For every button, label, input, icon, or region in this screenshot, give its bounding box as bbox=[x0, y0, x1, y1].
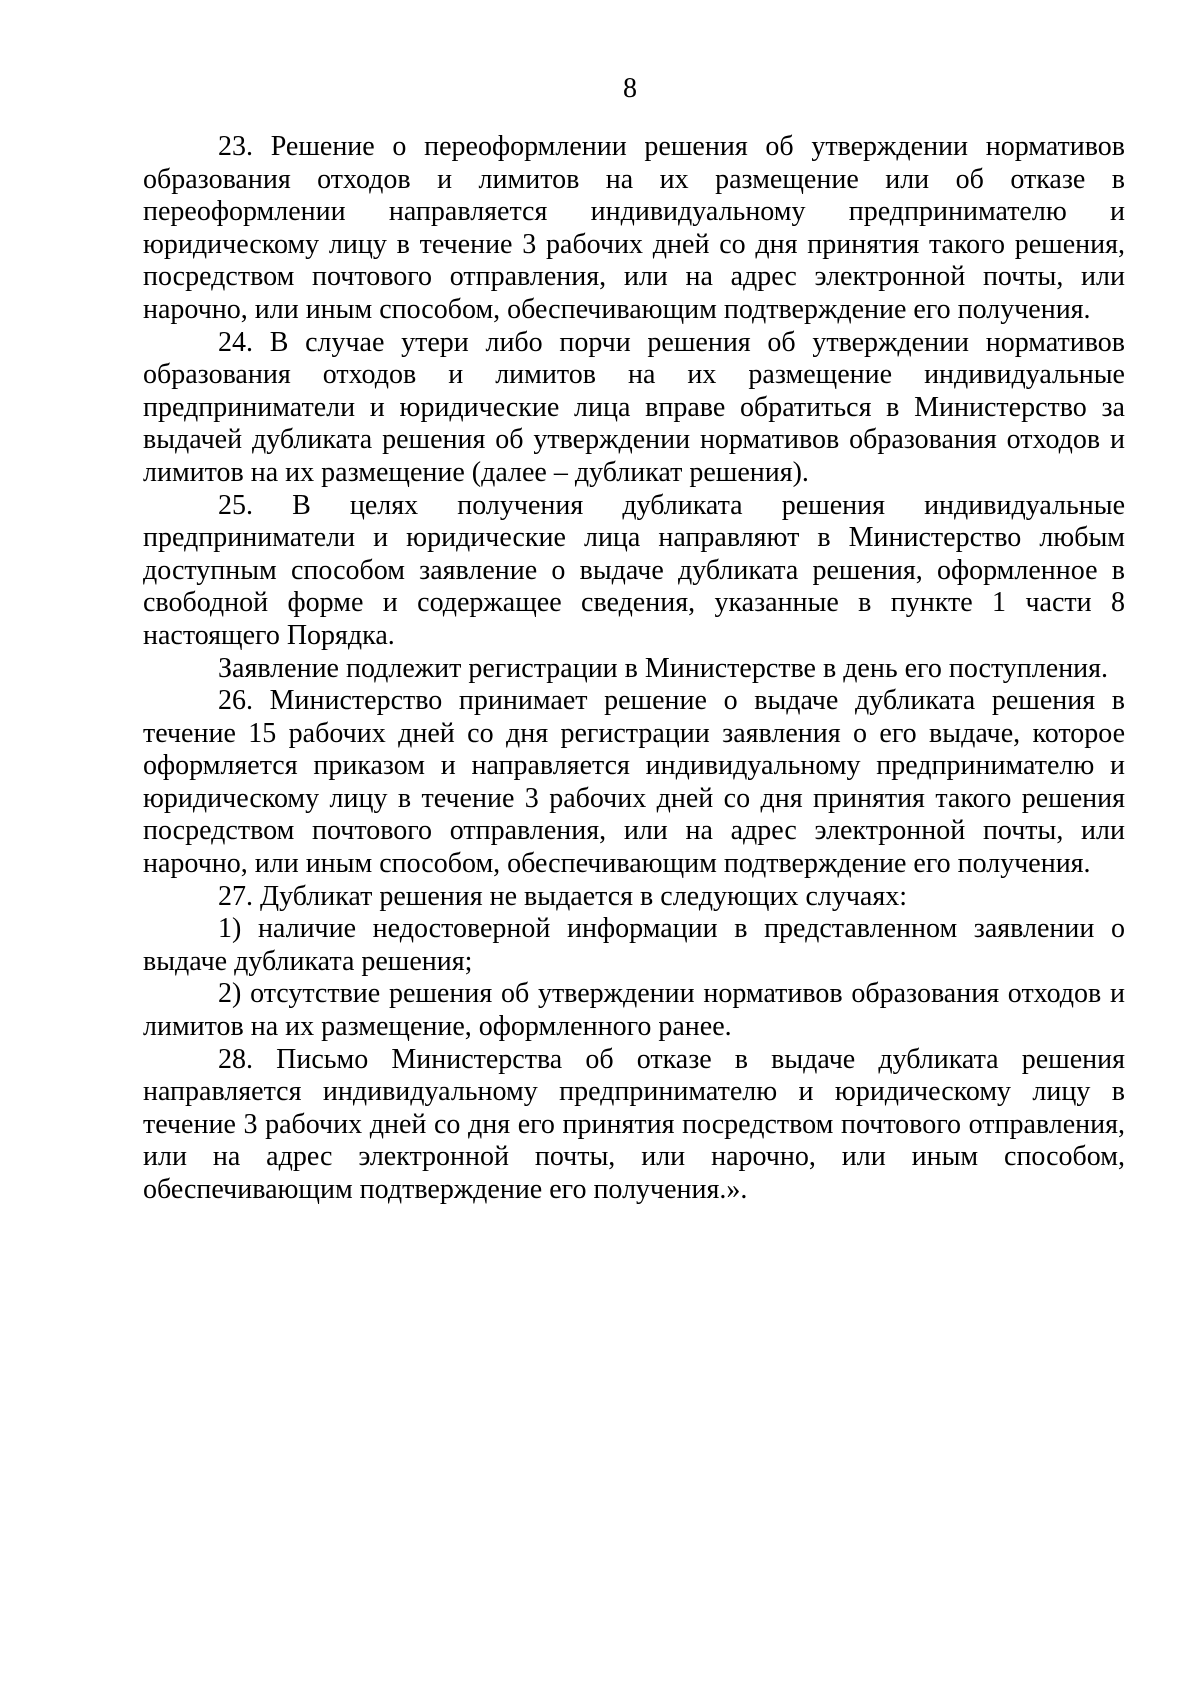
paragraph-27-item-2: 2) отсутствие решения об утверждении нормативов образования отходов и лимитов на их размещение, оформленного ранее. bbox=[143, 978, 1125, 1043]
paragraph-27-item-1: 1) наличие недостоверной информации в представленном заявлении о выдаче дубликата решения; bbox=[143, 913, 1125, 977]
paragraph-26: 26. Министерство принимает решение о выдаче дубликата решения в течение 15 рабочих дней со дня регистрации заявления о его выдаче, которое оформляется приказом и направляется индивидуальному предпринимателю и юридическому лицу в течение 3 рабочих дней со дня принятия такого решения посредством почтового отправления, или на адрес электронной почты, или нарочно, или иным способом, обеспечивающим подтверждение его получения. bbox=[143, 685, 1125, 880]
paragraph-28: 28. Письмо Министерства об отказе в выдаче дубликата решения направляется индивидуальному предпринимателю и юридическому лицу в течение 3 рабочих дней со дня его принятия посредством почтового отправления, или на адрес электронной почты, или нарочно, или иным способом, обеспечивающим подтверждение его получения.». bbox=[143, 1043, 1125, 1205]
page-number: 8 bbox=[623, 73, 637, 104]
paragraph-25: 25. В целях получения дубликата решения индивидуальные предприниматели и юридические лица направляют в Министерство любым доступным способом заявление о выдаче дубликата решения, оформленное в свободной форме и содержащее сведения, указанные в пункте 1 части 8 настоящего Порядка. bbox=[143, 489, 1125, 651]
paragraph-24: 24. В случае утери либо порчи решения об утверждении нормативов образования отходов и лимитов на их размещение индивидуальные предприниматели и юридические лица вправе обратиться в Министерство за выдачей дубликата решения об утверждении нормативов образования отходов и лимитов на их размещение (далее – дубликат решения). bbox=[143, 326, 1125, 488]
paragraph-registration-note: Заявление подлежит регистрации в Министерстве в день его поступления. bbox=[218, 652, 1109, 684]
paragraph-23: 23. Решение о переоформлении решения об утверждении нормативов образования отходов и лимитов на их размещение или об отказе в переоформлении направляется индивидуальному предпринимателю и юридическому лицу в течение 3 рабочих дней со дня принятия такого решения, посредством почтового отправления, или на адрес электронной почты, или нарочно, или иным способом, обеспечивающим подтверждение его получения. bbox=[143, 131, 1125, 325]
document-body bbox=[143, 131, 1125, 1207]
paragraph-27: 27. Дубликат решения не выдается в следующих случаях: bbox=[218, 880, 908, 912]
